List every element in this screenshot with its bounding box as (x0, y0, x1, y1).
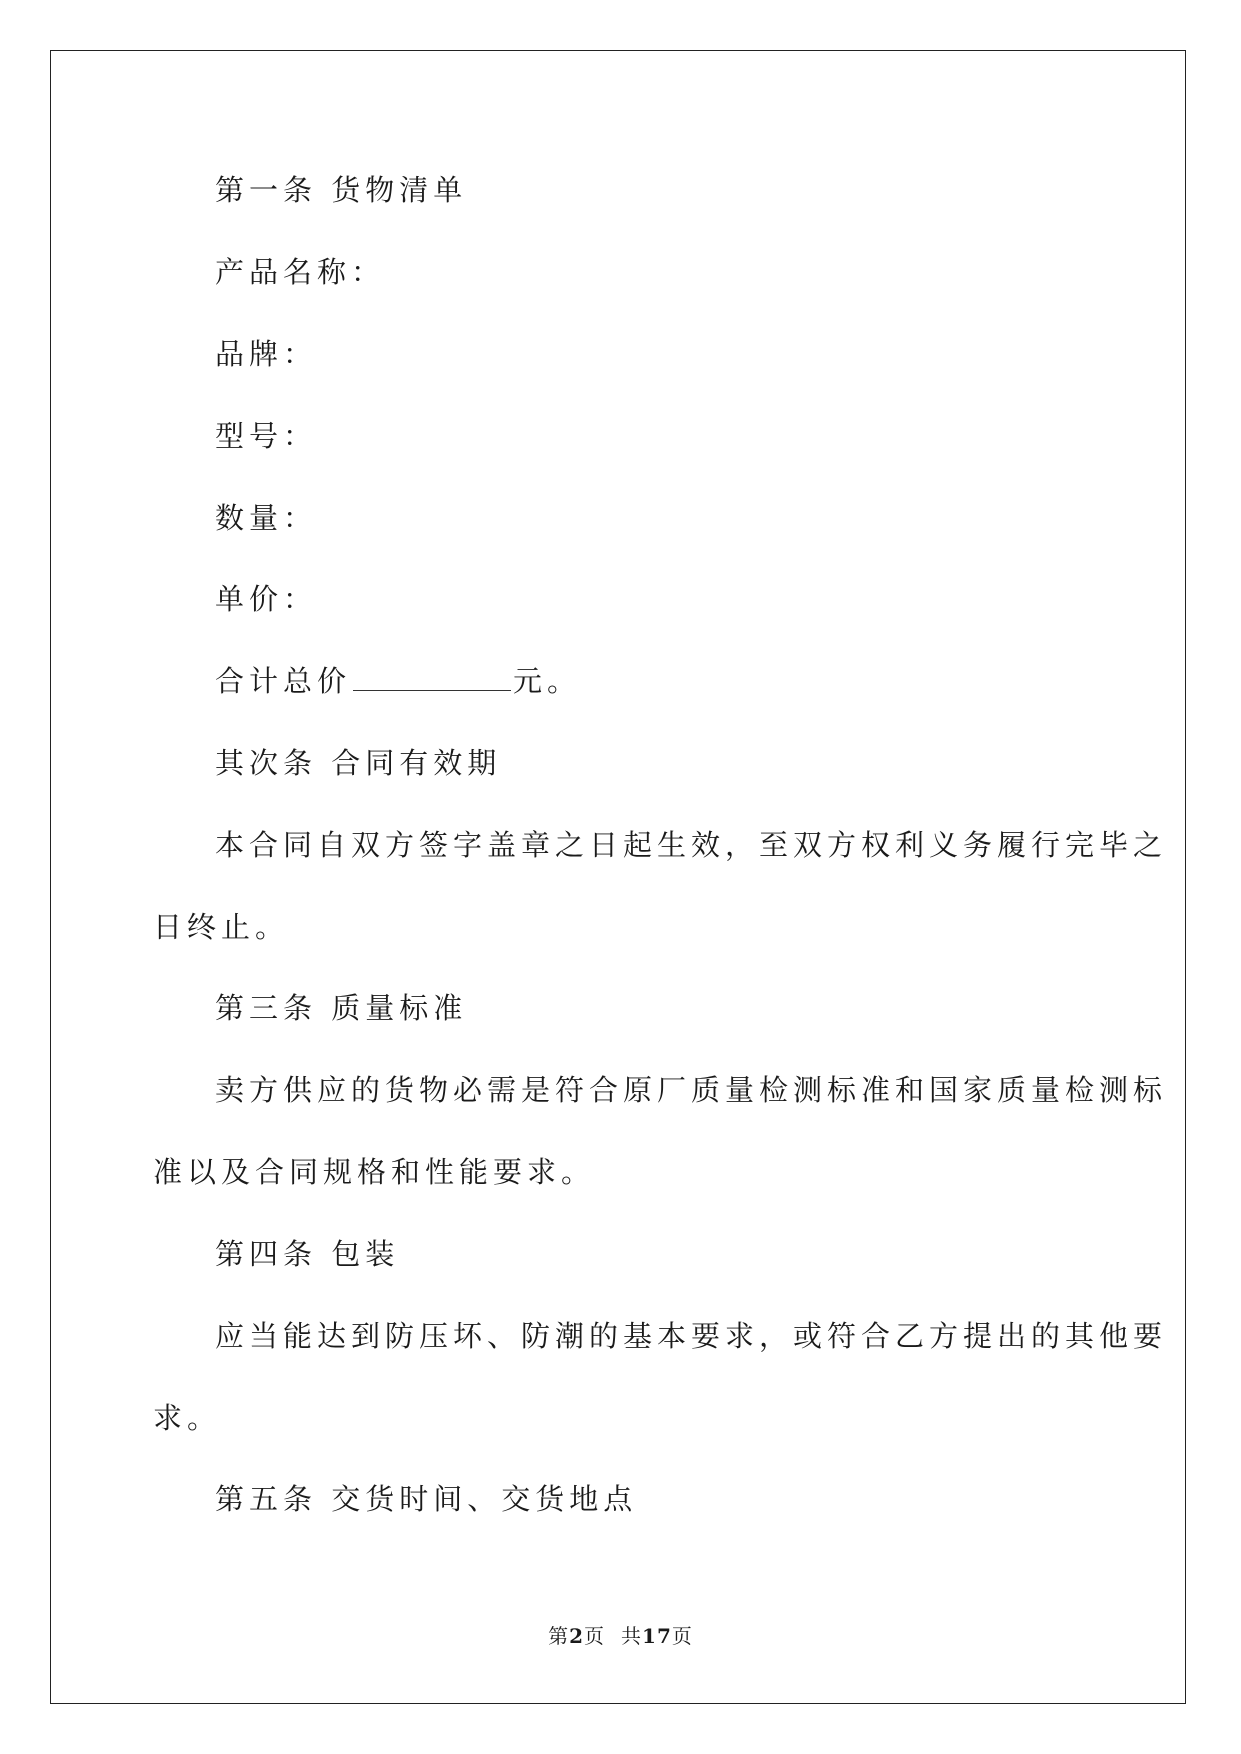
section-4-heading: 第四条 包装 (215, 1237, 400, 1271)
field-unit-price: 单价： (215, 582, 318, 616)
section-4-text-line-2: 求。 (153, 1401, 222, 1435)
total-price-unit: 元。 (513, 664, 582, 698)
field-model: 型号： (215, 419, 318, 453)
field-brand: 品牌： (215, 337, 318, 371)
section-1-heading: 第一条 货物清单 (215, 173, 468, 207)
footer-total-number: 17 (642, 1624, 672, 1648)
section-2-heading: 其次条 合同有效期 (215, 746, 502, 780)
field-product-name: 产品名称： (215, 255, 386, 289)
field-total-price (215, 664, 582, 698)
footer-page-suffix: 页 (584, 1624, 606, 1648)
section-3-text-line-2: 准以及合同规格和性能要求。 (153, 1155, 596, 1189)
section-4-text-line-1: 应当能达到防压坏、防潮的基本要求，或符合乙方提出的其他要 (215, 1319, 1168, 1353)
total-price-blank (353, 689, 511, 691)
footer-page-prefix: 第 (548, 1624, 570, 1648)
total-price-label: 合计总价 (215, 664, 352, 698)
page-frame (50, 50, 1186, 1704)
section-2-text-line-2: 日终止。 (153, 910, 290, 944)
page-footer (0, 1620, 1241, 1649)
section-3-text-line-1: 卖方供应的货物必需是符合原厂质量检测标准和国家质量检测标 (215, 1073, 1168, 1107)
footer-page-number: 2 (569, 1624, 585, 1648)
section-5-heading: 第五条 交货时间、交货地点 (215, 1482, 638, 1516)
footer-total-prefix: 共 (621, 1624, 643, 1648)
footer-total-suffix: 页 (671, 1624, 693, 1648)
section-3-heading: 第三条 质量标准 (215, 991, 468, 1025)
field-quantity: 数量： (215, 501, 318, 535)
section-2-text-line-1: 本合同自双方签字盖章之日起生效，至双方权利义务履行完毕之 (215, 828, 1168, 862)
